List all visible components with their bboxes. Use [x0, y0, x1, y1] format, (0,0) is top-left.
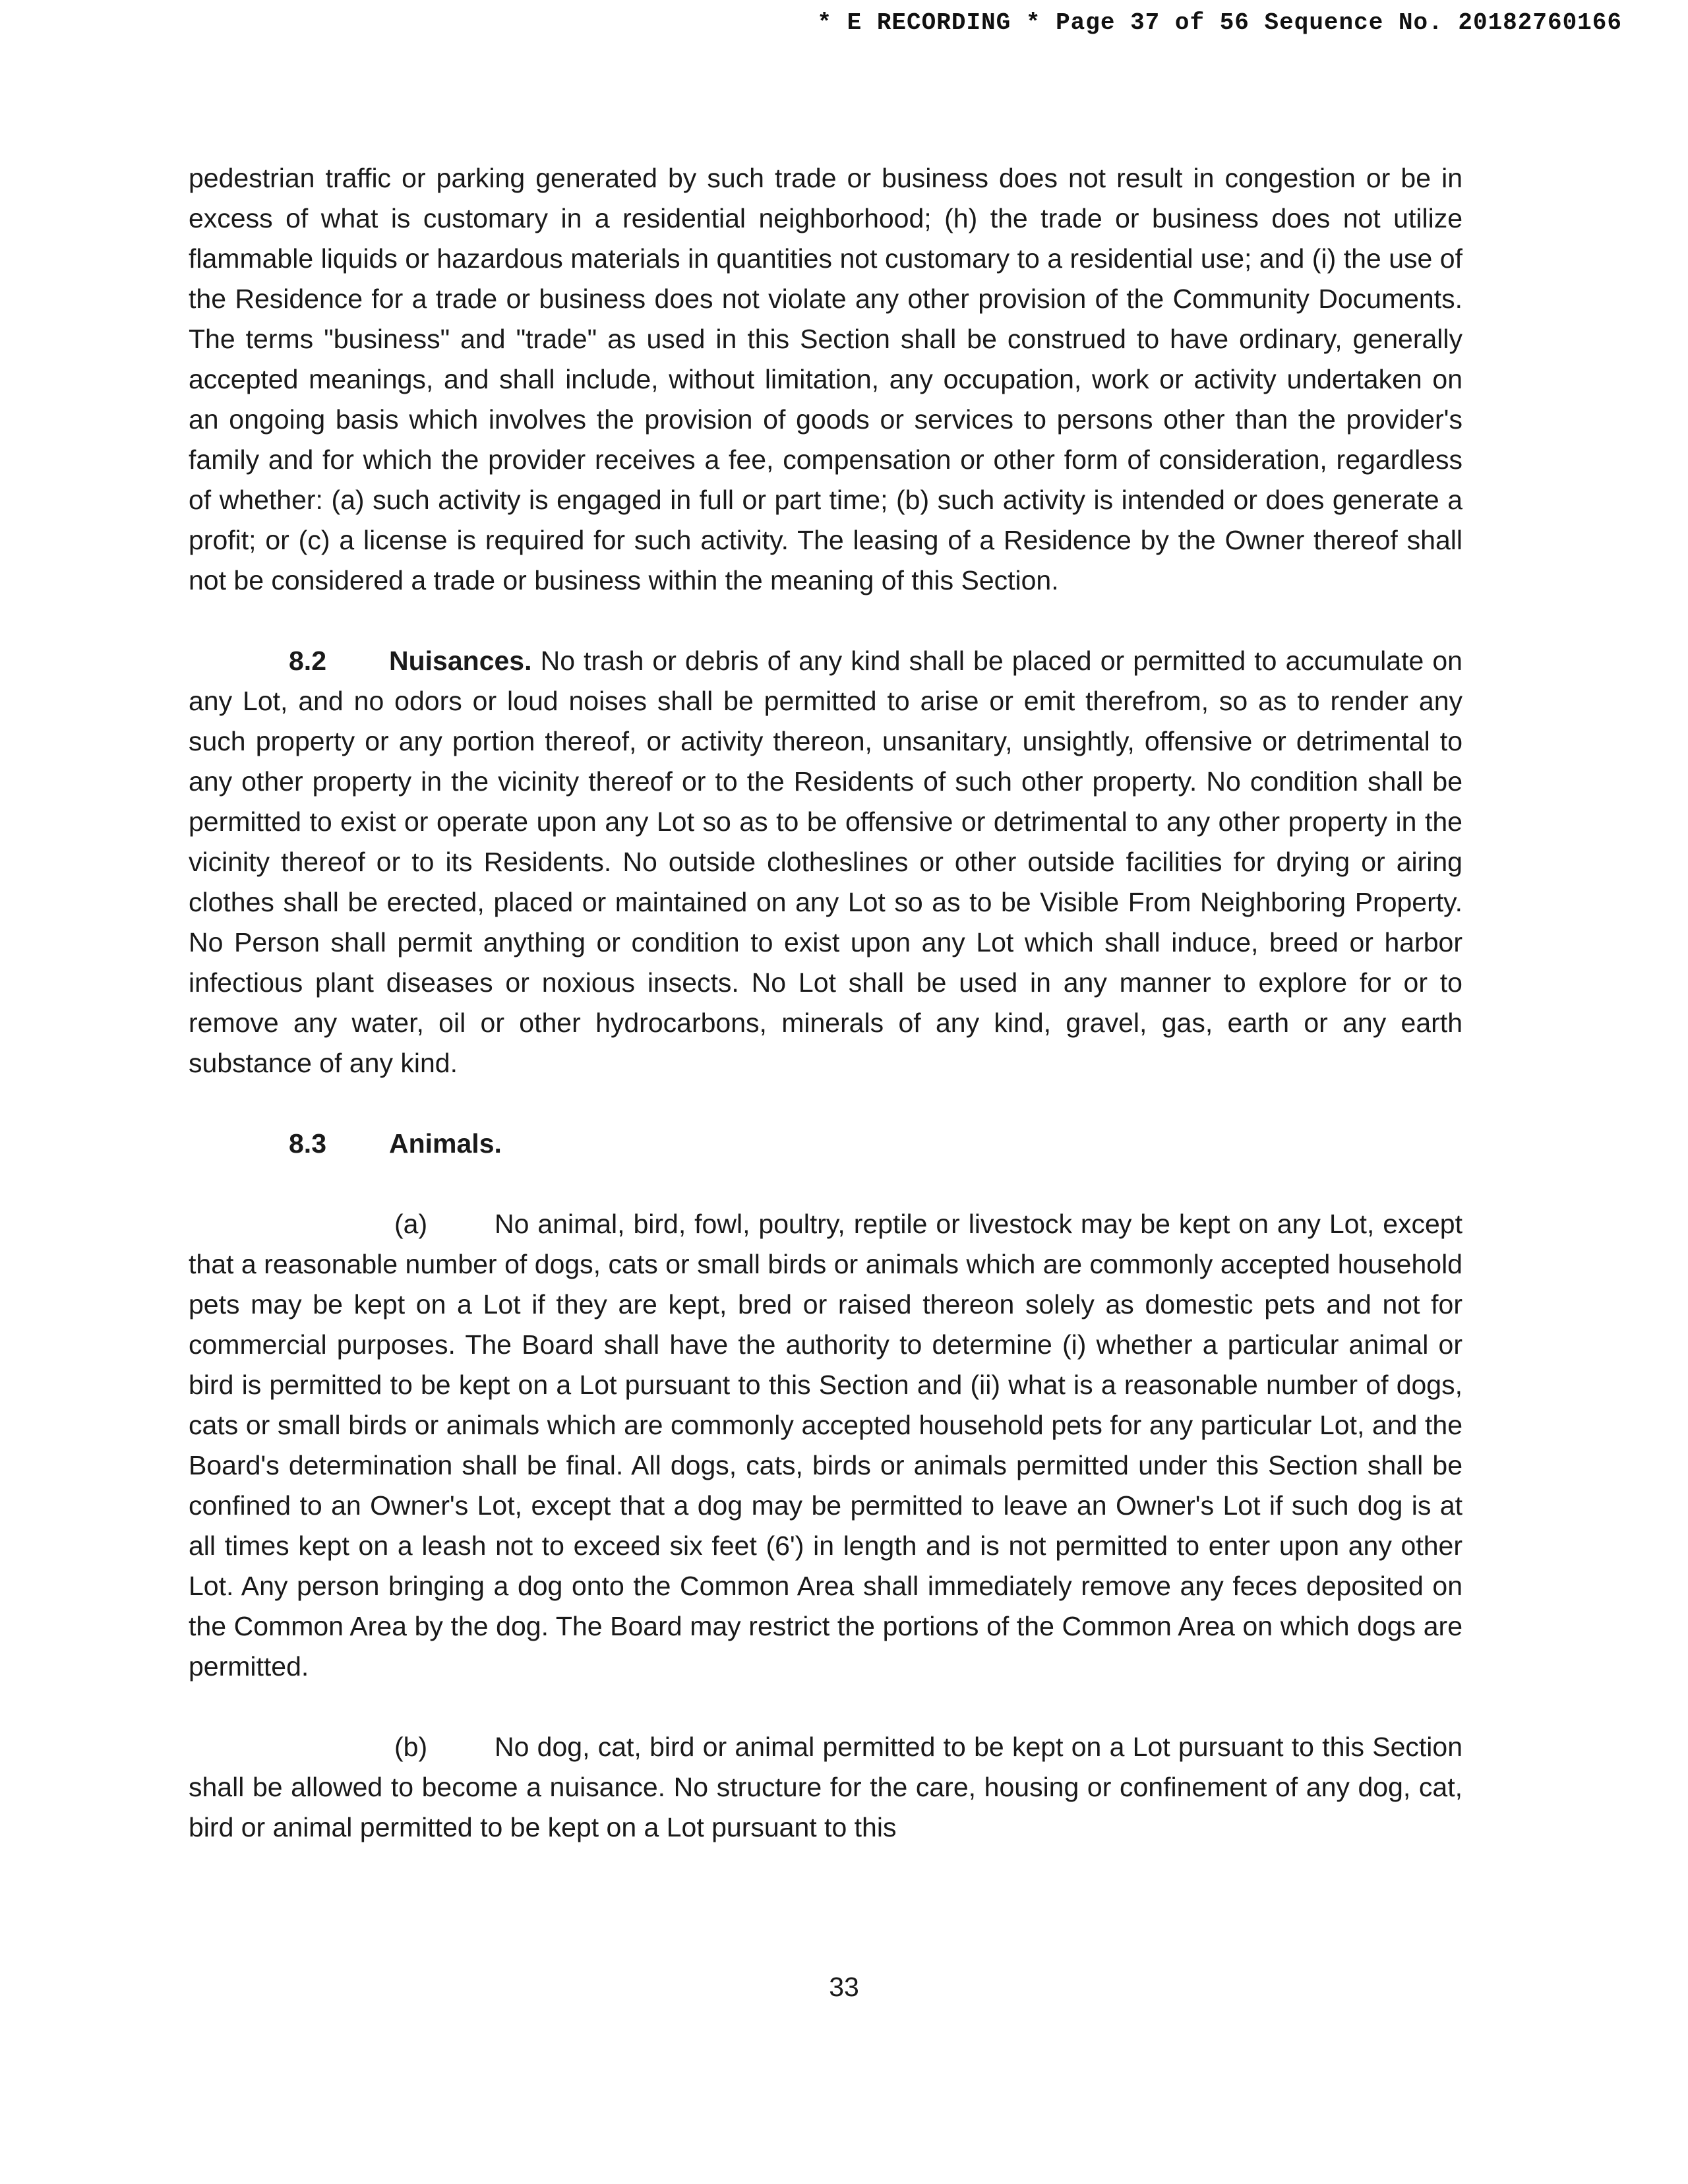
continuation-paragraph: pedestrian traffic or parking generated by such trade or business does not result in congestion or be in excess of what is customary in a residential neighborhood; (h) the trade or business does not utilize flammable liquids or hazardous materials in quantities not customary to a residential use; and (i) the use of the Residence for a trade or business does not violate any other provision of the Community Documents. The terms "business" and "trade" as used in this Section shall be construed to have ordinary, generally accepted meanings, and shall include, without limitation, any occupation, work or activity undertaken on an ongoing basis which involves the provision of goods or services to persons other than the provider's family and for which the provider receives a fee, compensation or other form of consideration, regardless of whether: (a) such activity is engaged in full or part time; (b) such activity is intended or does generate a profit; or (c) a license is required for such activity. The leasing of a Residence by the Owner thereof shall not be considered a trade or business within the meaning of this Section.: [189, 163, 1462, 595]
section-8-3-heading: [189, 1124, 1462, 1164]
section-8-3-title: Animals.: [389, 1128, 502, 1159]
section-8-3-b-label: (b): [394, 1732, 428, 1762]
section-8-3-number: 8.3: [289, 1128, 326, 1159]
section-8-2-number: 8.2: [289, 646, 326, 676]
document-body: [189, 158, 1462, 1848]
section-8-3-b-text: No dog, cat, bird or animal permitted to be kept on a Lot pursuant to this Section shall be allowed to become a nuisance. No structure for the care, housing or confinement of any dog, cat, bird or animal permitted to be kept on a Lot pursuant to this: [189, 1732, 1462, 1842]
section-8-2-paragraph: [189, 641, 1462, 1083]
section-8-3-b-paragraph: [189, 1727, 1462, 1848]
page-number: 33: [829, 1972, 859, 2002]
section-8-3-a-text: No animal, bird, fowl, poultry, reptile or livestock may be kept on any Lot, except that a reasonable number of dogs, cats or small birds or animals which are commonly accepted household pets may be kept on a Lot if they are kept, bred or raised thereon solely as domestic pets and not for commercial purposes. The Board shall have the authority to determine (i) whether a particular animal or bird is permitted to be kept on a Lot pursuant to this Section and (ii) what is a reasonable number of dogs, cats or small birds or animals which are commonly accepted household pets for any particular Lot, and the Board's determination shall be final. All dogs, cats, birds or animals permitted under this Section shall be confined to an Owner's Lot, except that a dog may be permitted to leave an Owner's Lot if such dog is at all times kept on a leash not to exceed six feet (6') in length and is not permitted to enter upon any other Lot. Any person bringing a dog onto the Common Area shall immediately remove any feces deposited on the Common Area by the dog. The Board may restrict the portions of the Common Area on which dogs are permitted.: [189, 1209, 1462, 1682]
section-8-2-title: Nuisances.: [389, 646, 532, 676]
section-8-2-text: No trash or debris of any kind shall be placed or permitted to accumulate on any Lot, and no odors or loud noises shall be permitted to arise or emit therefrom, so as to render any such property or any portion thereof, or activity thereon, unsanitary, unsightly, offensive or detrimental to any other property in the vicinity thereof or to the Residents of such other property. No condition shall be permitted to exist or operate upon any Lot so as to be offensive or detrimental to any other property in the vicinity thereof or to its Residents. No outside clotheslines or other outside facilities for drying or airing clothes shall be erected, placed or maintained on any Lot so as to be Visible From Neighboring Property. No Person shall permit anything or condition to exist upon any Lot which shall induce, breed or harbor infectious plant diseases or noxious insects. No Lot shall be used in any manner to explore for or to remove any water, oil or other hydrocarbons, minerals of any kind, gravel, gas, earth or any earth substance of any kind.: [189, 646, 1462, 1078]
recording-header: * E RECORDING * Page 37 of 56 Sequence No. 20182760166: [817, 9, 1622, 36]
section-8-3-a-label: (a): [394, 1209, 428, 1239]
section-8-3-a-paragraph: [189, 1204, 1462, 1687]
